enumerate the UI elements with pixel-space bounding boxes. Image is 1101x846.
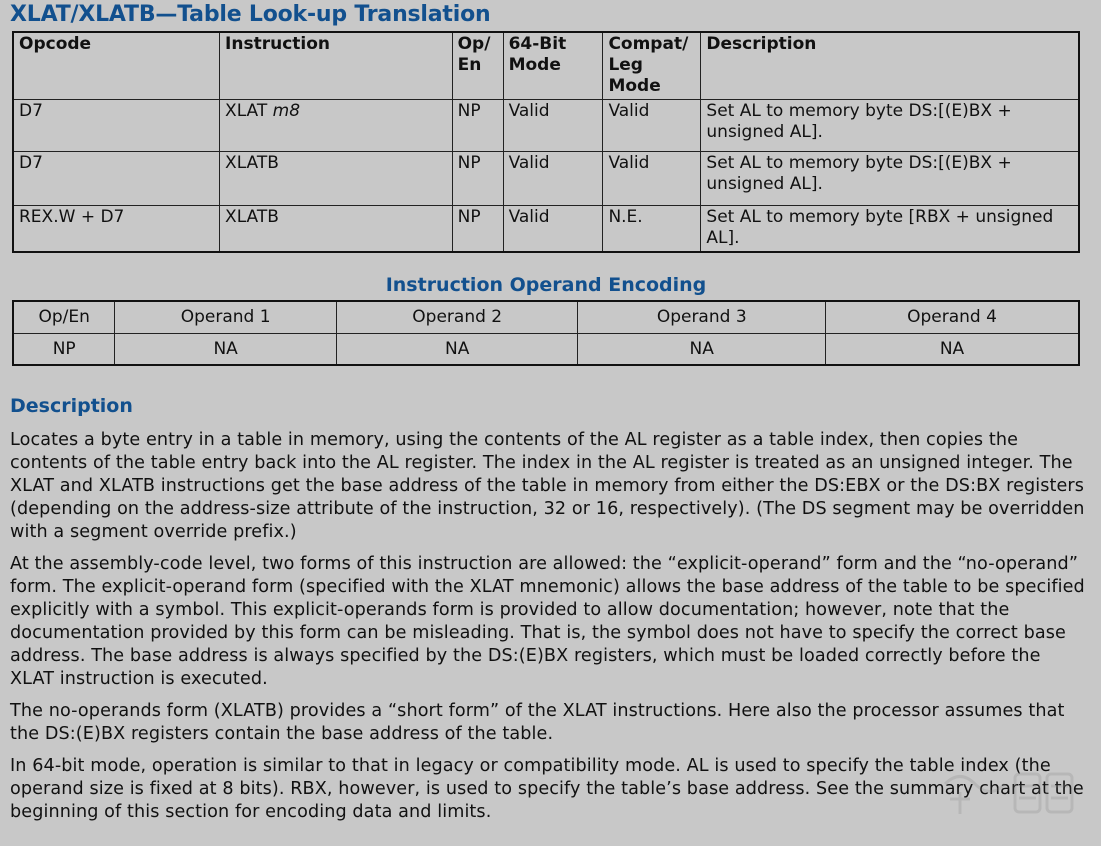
encoding-header-op-en: Op/En [13,301,115,333]
description-cell: Set AL to memory byte DS:[(E)BX + unsigned AL]. [701,152,1079,206]
header-description: Description [701,32,1079,100]
compat-cell: Valid [603,152,701,206]
mode64-cell: Valid [503,100,603,152]
page-title: XLAT/XLATB—Table Look-up Translation [10,2,491,27]
opcode-table [12,31,1080,253]
instruction-operand: m8 [272,101,301,121]
encoding-header-operand-4: Operand 4 [825,301,1079,333]
table-row [13,100,1079,152]
instruction-mnemonic: XLATB [225,153,279,173]
description-cell: Set AL to memory byte [RBX + unsigned AL]. [701,206,1079,253]
op-en-cell: NP [452,152,503,206]
header-instruction: Instruction [220,32,453,100]
encoding-header-operand-3: Operand 3 [578,301,826,333]
description-heading: Description [10,395,133,417]
encoding-cell-operand-3: NA [578,333,826,365]
operand-encoding-table [12,300,1080,366]
op-en-cell: NP [452,100,503,152]
opcode-cell: D7 [13,152,220,206]
compat-cell: Valid [603,100,701,152]
description-paragraph: Locates a byte entry in a table in memory, using the contents of the AL register as a table index, then copies the contents of the table entry back into the AL register. The index in the AL register is treated as an unsigned integer. The XLAT and XLATB instructions get the base address of the table in memory from either the DS:EBX or the DS:BX registers (depending on the address-size attribute of the instruction, 32 or 16, respectively). (The DS segment may be overridden with a segment override prefix.) [10,430,1085,542]
instruction-mnemonic: XLATB [225,207,279,227]
watermark-logo-icon [935,764,1085,824]
encoding-header-row [13,301,1079,333]
description-paragraph: In 64-bit mode, operation is similar to that in legacy or compatibility mode. AL is used to specify the table index (the operand size is fixed at 8 bits). RBX, however, is used to specify the table’s base address. See the summary chart at the beginning of this section for encoding data and limits. [10,756,1084,822]
header-compat-mode: Compat/ Leg Mode [603,32,701,100]
description-paragraph: The no-operands form (XLATB) provides a “short form” of the XLAT instructions. Here also the processor assumes that the DS:(E)BX registers contain the base address of the table. [10,701,1065,744]
header-opcode: Opcode [13,32,220,100]
instruction-cell [220,152,453,206]
opcode-cell: REX.W + D7 [13,206,220,253]
encoding-cell-operand-2: NA [336,333,578,365]
encoding-cell-operand-1: NA [115,333,337,365]
instruction-cell [220,100,453,152]
table-row [13,152,1079,206]
encoding-cell-op-en: NP [13,333,115,365]
op-en-cell: NP [452,206,503,253]
mode64-cell: Valid [503,206,603,253]
description-cell: Set AL to memory byte DS:[(E)BX + unsigned AL]. [701,100,1079,152]
encoding-heading: Instruction Operand Encoding [385,274,707,296]
description-body [10,429,1090,833]
description-paragraph: At the assembly-code level, two forms of this instruction are allowed: the “explicit-operand” form and the “no-operand” form. The explicit-operand form (specified with the XLAT mnemonic) allows the base address of the table to be specified explicitly with a symbol. This explicit-operands form is provided to allow documentation; however, note that the documentation provided by this form can be misleading. That is, the symbol does not have to specify the correct base address. The base address is always specified by the DS:(E)BX registers, which must be loaded correctly before the XLAT instruction is executed. [10,554,1085,689]
compat-cell: N.E. [603,206,701,253]
encoding-header-operand-2: Operand 2 [336,301,578,333]
instruction-cell [220,206,453,253]
encoding-cell-operand-4: NA [825,333,1079,365]
mode64-cell: Valid [503,152,603,206]
table-header-row [13,32,1079,100]
opcode-cell: D7 [13,100,220,152]
header-64bit-mode: 64-Bit Mode [503,32,603,100]
encoding-row [13,333,1079,365]
header-op-en: Op/ En [452,32,503,100]
table-row [13,206,1079,253]
encoding-header-operand-1: Operand 1 [115,301,337,333]
instruction-mnemonic: XLAT [225,101,268,121]
